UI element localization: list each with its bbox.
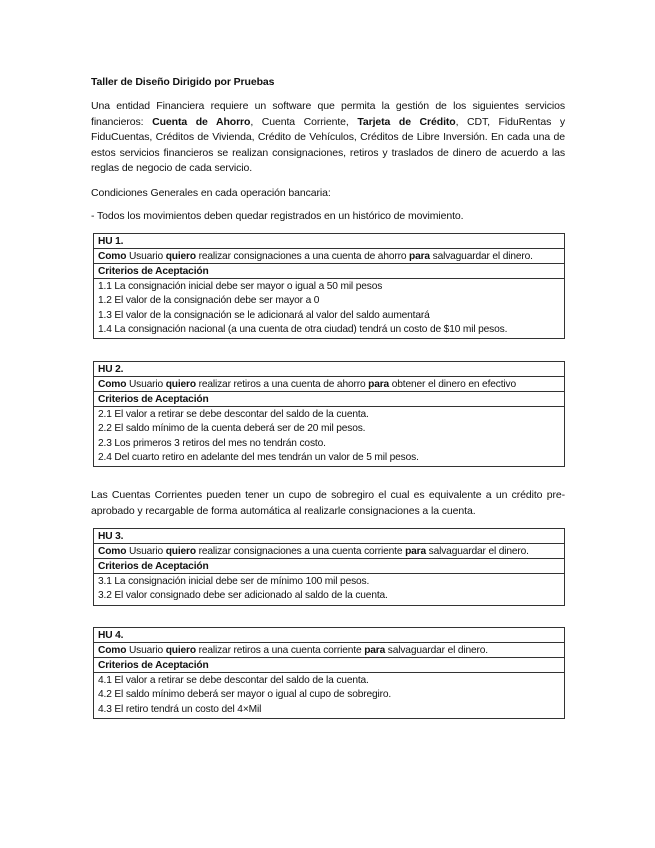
criterion-item: 1.4 La consignación nacional (a una cuenta de otra ciudad) tendrá un costo de $10 mil pesos. xyxy=(98,323,508,335)
criteria-heading: Criterios de Aceptación xyxy=(94,559,565,574)
story-goal: salvaguardar el dinero. xyxy=(429,250,533,262)
criteria-list xyxy=(94,407,565,467)
intro-paragraph xyxy=(91,99,565,177)
user-story-table-hu3 xyxy=(93,528,565,606)
story-want: realizar consignaciones a una cuenta corriente xyxy=(195,545,406,557)
label-quiero: quiero xyxy=(165,545,196,557)
criterion-item: 1.3 El valor de la consignación se le adicionará al valor del saldo aumentará xyxy=(98,309,430,321)
label-como: Como xyxy=(98,250,127,262)
story-role: Usuario xyxy=(126,644,166,656)
criteria-list xyxy=(94,279,565,339)
label-para: para xyxy=(405,545,426,557)
story-role: Usuario xyxy=(126,545,166,557)
story-id: HU 2. xyxy=(94,362,565,377)
corrientes-note: Las Cuentas Corrientes pueden tener un cupo de sobregiro el cual es equivalente a un crédito pre-aprobado y recargable de forma automática al realizarle consignaciones a la cuenta. xyxy=(91,489,565,517)
label-quiero: quiero xyxy=(165,378,196,390)
story-role: Usuario xyxy=(126,250,166,262)
label-como: Como xyxy=(98,644,127,656)
criterion-item: 2.3 Los primeros 3 retiros del mes no tendrán costo. xyxy=(98,437,326,449)
criteria-heading: Criterios de Aceptación xyxy=(94,392,565,407)
criterion-item: 4.1 El valor a retirar se debe descontar del saldo de la cuenta. xyxy=(98,675,369,686)
criterion-item: 2.2 El saldo mínimo de la cuenta deberá ser de 20 mil pesos. xyxy=(98,423,366,435)
criterion-item: 3.2 El valor consignado debe ser adicionado al saldo de la cuenta. xyxy=(98,590,388,602)
story-id: HU 4. xyxy=(94,628,565,643)
story-statement xyxy=(94,643,565,658)
user-story-table-hu1 xyxy=(93,233,565,339)
story-id: HU 3. xyxy=(94,529,565,544)
intro-text-1: Una entidad Financiera requiere un software que permita la gestión de los siguientes servicios financieros: xyxy=(91,100,565,128)
criteria-list xyxy=(94,673,565,719)
story-statement xyxy=(94,249,565,264)
criteria-list xyxy=(94,574,565,606)
criterion-item: 3.1 La consignación inicial debe ser de mínimo 100 mil pesos. xyxy=(98,576,370,587)
label-como: Como xyxy=(98,545,127,557)
criteria-heading: Criterios de Aceptación xyxy=(94,264,565,279)
intro-text-2: , Cuenta Corriente, xyxy=(250,115,358,128)
intro-bold-tarjeta-credito: Tarjeta de Crédito xyxy=(357,115,456,128)
label-para: para xyxy=(364,644,386,656)
story-goal: salvaguardar el dinero. xyxy=(425,545,529,557)
intro-text-3: , CDT, FiduRentas y FiduCuentas, Créditos de Vivienda, Crédito de Vehículos, Créditos de Libre Inversión. En cada una de estos servicios financieros se realizan consignaciones, retiros y traslados de dinero de acuerdo a las reglas de negocio de cada servicio. xyxy=(91,115,566,175)
document-title: Taller de Diseño Dirigido por Pruebas xyxy=(91,76,275,88)
story-statement xyxy=(94,544,565,559)
criterion-item: 2.4 Del cuarto retiro en adelante del mes tendrán un valor de 5 mil pesos. xyxy=(98,451,419,463)
story-goal: salvaguardar el dinero. xyxy=(385,644,488,656)
intro-bold-cuenta-ahorro: Cuenta de Ahorro xyxy=(152,115,251,128)
story-role: Usuario xyxy=(126,378,166,390)
story-goal: obtener el dinero en efectivo xyxy=(389,378,516,390)
user-story-table-hu4 xyxy=(93,627,565,719)
criterion-item: 4.2 El saldo mínimo deberá ser mayor o igual al cupo de sobregiro. xyxy=(98,689,392,701)
criterion-item: 4.3 El retiro tendrá un costo del 4×Mil xyxy=(98,703,262,715)
criterion-item: 1.2 El valor de la consignación debe ser mayor a 0 xyxy=(98,295,320,307)
story-want: realizar retiros a una cuenta corriente xyxy=(195,644,365,656)
label-quiero: quiero xyxy=(165,250,196,262)
criterion-item: 1.1 La consignación inicial debe ser mayor o igual a 50 mil pesos xyxy=(98,281,383,292)
user-story-table-hu2 xyxy=(93,361,565,467)
story-statement xyxy=(94,377,565,392)
label-para: para xyxy=(368,378,390,390)
label-como: Como xyxy=(98,378,127,390)
label-para: para xyxy=(409,250,430,262)
criteria-heading: Criterios de Aceptación xyxy=(94,658,565,673)
conditions-heading: Condiciones Generales en cada operación bancaria: xyxy=(91,187,331,199)
criterion-item: 2.1 El valor a retirar se debe descontar del saldo de la cuenta. xyxy=(98,409,369,420)
story-want: realizar retiros a una cuenta de ahorro xyxy=(195,378,369,390)
story-want: realizar consignaciones a una cuenta de ahorro xyxy=(195,250,410,262)
conditions-item: - Todos los movimientos deben quedar registrados en un histórico de movimiento. xyxy=(91,210,464,222)
label-quiero: quiero xyxy=(165,644,196,656)
story-id: HU 1. xyxy=(94,234,565,249)
